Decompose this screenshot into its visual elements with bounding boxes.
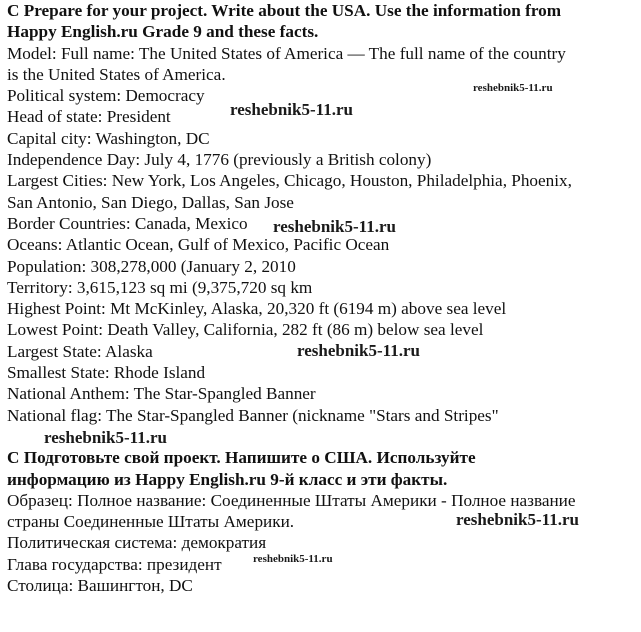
watermark-text: reshebnik5-11.ru (273, 217, 396, 236)
fact-national-anthem: National Anthem: The Star-Spangled Banner (7, 384, 316, 404)
ru-head-of-state: Глава государства: президент (7, 554, 222, 574)
fact-territory: Territory: 3,615,123 sq mi (9,375,720 sq km (7, 277, 313, 297)
fact-model-line-1: Model: Full name: The United States of America — The full name of the country (7, 43, 566, 63)
ru-capital: Столица: Вашингтон, DC (7, 576, 193, 596)
fact-national-flag: National flag: The Star-Spangled Banner (nickname "Stars and Stripes" (7, 405, 499, 425)
fact-oceans: Oceans: Atlantic Ocean, Gulf of Mexico, Pacific Ocean (7, 235, 390, 255)
fact-capital-city: Capital city: Washington, DC (7, 128, 210, 148)
fact-model-line-2: is the United States of America. (7, 64, 226, 84)
fact-border-countries: Border Countries: Canada, Mexico (7, 213, 248, 233)
fact-political-system: Political system: Democracy (7, 86, 205, 106)
task-heading-ru-line-2: информацию из Happy English.ru 9-й класс и эти факты. (7, 469, 448, 489)
watermark-text: reshebnik5-11.ru (297, 341, 420, 360)
task-heading-en-line-2: Happy English.ru Grade 9 and these facts. (7, 22, 319, 42)
task-heading-ru-line-1: С Подготовьте свой проект. Напишите о США. Используйте (7, 448, 476, 468)
fact-smallest-state: Smallest State: Rhode Island (7, 363, 206, 383)
watermark-text: reshebnik5-11.ru (253, 553, 333, 565)
fact-head-of-state: Head of state: President (7, 107, 171, 127)
fact-largest-state: Largest State: Alaska (7, 341, 153, 361)
watermark-text: reshebnik5-11.ru (456, 510, 579, 529)
fact-largest-cities-line-1: Largest Cities: New York, Los Angeles, Chicago, Houston, Philadelphia, Phoenix, (7, 171, 572, 191)
fact-population: Population: 308,278,000 (January 2, 2010 (7, 256, 296, 276)
task-heading-en-line-1: C Prepare for your project. Write about the USA. Use the information from (7, 1, 562, 20)
ru-model-line-1: Образец: Полное название: Соединенные Штаты Америки - Полное название (7, 490, 576, 510)
fact-lowest-point: Lowest Point: Death Valley, California, 282 ft (86 m) below sea level (7, 320, 484, 340)
watermark-text: reshebnik5-11.ru (230, 100, 353, 119)
fact-highest-point: Highest Point: Mt McKinley, Alaska, 20,320 ft (6194 m) above sea level (7, 299, 507, 319)
fact-independence-day: Independence Day: July 4, 1776 (previously a British colony) (7, 150, 432, 170)
watermark-text: reshebnik5-11.ru (473, 82, 553, 94)
fact-largest-cities-line-2: San Antonio, San Diego, Dallas, San Jose (7, 192, 294, 212)
ru-political-system: Политическая система: демократия (7, 533, 267, 553)
ru-model-line-2: страны Соединенные Штаты Америки. (7, 512, 295, 532)
watermark-text: reshebnik5-11.ru (44, 428, 167, 447)
